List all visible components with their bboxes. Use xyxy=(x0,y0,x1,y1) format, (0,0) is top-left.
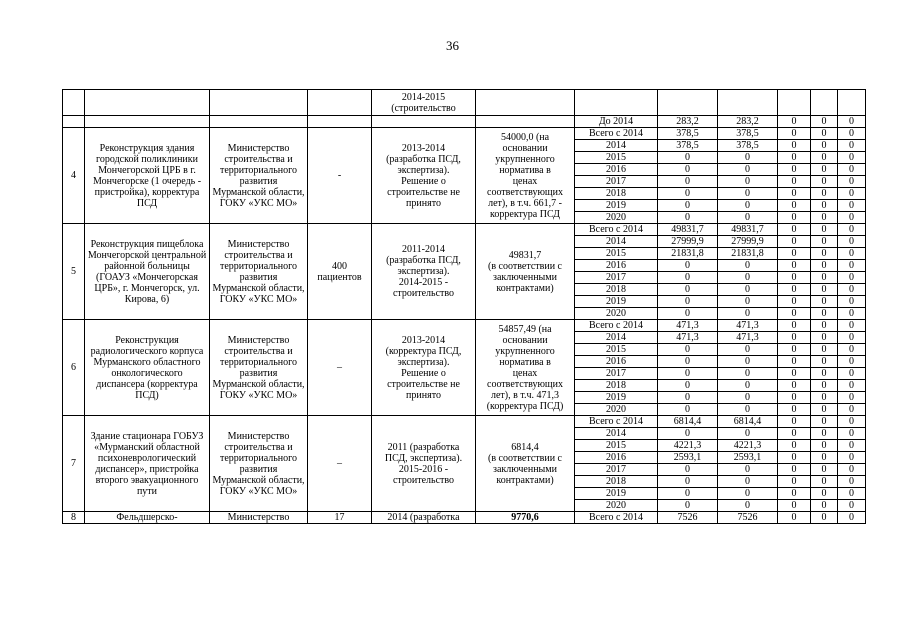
period-total-cell: 0 xyxy=(658,164,718,176)
customer-cell: Министерство строительства и территориального развития Мурманской области, ГОКУ «УКС МО» xyxy=(210,224,308,320)
period-value-cell: 0 xyxy=(838,128,866,140)
period-value-cell: 0 xyxy=(811,464,838,476)
period-year-cell: 2018 xyxy=(575,476,658,488)
period-year-cell: 2018 xyxy=(575,284,658,296)
period-value-cell: 0 xyxy=(811,404,838,416)
period-value-cell: 0 xyxy=(778,164,811,176)
period-year-cell: 2020 xyxy=(575,212,658,224)
capacity-cell: – xyxy=(308,320,372,416)
period-regional-cell: 0 xyxy=(718,392,778,404)
period-value-cell: 0 xyxy=(778,440,811,452)
period-value-cell: 0 xyxy=(811,488,838,500)
period-regional-cell: 0 xyxy=(718,176,778,188)
row-number-cell: 5 xyxy=(63,224,85,320)
period-total-cell: 378,5 xyxy=(658,128,718,140)
period-year-cell: 2017 xyxy=(575,464,658,476)
period-value-cell: 0 xyxy=(838,320,866,332)
period-value-cell: 0 xyxy=(778,212,811,224)
period-year-cell: 2015 xyxy=(575,440,658,452)
period-value-cell: 0 xyxy=(778,188,811,200)
period-value-cell: 0 xyxy=(811,152,838,164)
period-value-cell: 0 xyxy=(838,296,866,308)
customer-cell: Министерство строительства и территориального развития Мурманской области, ГОКУ «УКС МО» xyxy=(210,416,308,512)
period-value-cell: 0 xyxy=(778,320,811,332)
period-value-cell: 0 xyxy=(838,344,866,356)
object-name-cell: Здание стационара ГОБУЗ «Мурманский областной психоневрологический диспансер», пристройка второго эвакуационного пути xyxy=(85,416,210,512)
cost-cell: 6814,4 (в соответствии с заключенными контрактами) xyxy=(476,416,575,512)
period-regional-cell: 0 xyxy=(718,356,778,368)
period-regional-cell: 0 xyxy=(718,488,778,500)
period-value-cell: 0 xyxy=(838,164,866,176)
object-name-cell: Фельдшерско- xyxy=(85,512,210,524)
period-value-cell: 0 xyxy=(838,236,866,248)
period-value-cell: 0 xyxy=(811,296,838,308)
capacity-cell: - xyxy=(308,128,372,224)
period-total-cell: 0 xyxy=(658,260,718,272)
page-number: 36 xyxy=(446,38,459,53)
period-value-cell: 0 xyxy=(811,356,838,368)
period-regional-cell: 0 xyxy=(718,500,778,512)
period-value-cell: 0 xyxy=(778,368,811,380)
period-value-cell: 0 xyxy=(778,260,811,272)
period-value-cell: 0 xyxy=(838,176,866,188)
capacity-cell: 17 xyxy=(308,512,372,524)
period-total-cell: 0 xyxy=(658,152,718,164)
period-regional-cell: 471,3 xyxy=(718,332,778,344)
period-value-cell: 0 xyxy=(838,500,866,512)
period-value-cell: 0 xyxy=(811,272,838,284)
period-total-cell: 0 xyxy=(658,200,718,212)
period-year-cell: До 2014 xyxy=(575,116,658,128)
period-total-cell: 0 xyxy=(658,488,718,500)
period-value-cell: 0 xyxy=(838,140,866,152)
period-value-cell: 0 xyxy=(778,356,811,368)
period-value-cell: 0 xyxy=(778,452,811,464)
period-total-cell: 7526 xyxy=(658,512,718,524)
empty-cell xyxy=(85,116,210,128)
period-value-cell xyxy=(778,90,811,116)
period-value-cell: 0 xyxy=(838,416,866,428)
period-value-cell: 0 xyxy=(811,392,838,404)
period-total-cell: 0 xyxy=(658,212,718,224)
period-regional-cell: 0 xyxy=(718,200,778,212)
period-value-cell: 0 xyxy=(811,164,838,176)
period-regional-cell: 4221,3 xyxy=(718,440,778,452)
period-year-cell: 2015 xyxy=(575,152,658,164)
period-value-cell: 0 xyxy=(811,476,838,488)
stage-cell: 2013-2014 (корректура ПСД, экспертиза). Решение о строительстве не принято xyxy=(372,320,476,416)
period-value-cell: 0 xyxy=(811,512,838,524)
period-year-cell: 2014 xyxy=(575,236,658,248)
period-total-cell: 471,3 xyxy=(658,332,718,344)
period-value-cell: 0 xyxy=(838,332,866,344)
stage-cell: 2011-2014 (разработка ПСД, экспертиза). 2014-2015 - строительство xyxy=(372,224,476,320)
period-total-cell: 0 xyxy=(658,464,718,476)
period-value-cell: 0 xyxy=(778,392,811,404)
object-name-cell: Реконструкция здания городской поликлиники Мончегорской ЦРБ в г. Мончегорске (1 очередь - пристройка), корректура ПСД xyxy=(85,128,210,224)
stage-cell: 2013-2014 (разработка ПСД, экспертиза). Решение о строительстве не принято xyxy=(372,128,476,224)
row-number-cell: 6 xyxy=(63,320,85,416)
period-total-cell: 0 xyxy=(658,476,718,488)
period-value-cell: 0 xyxy=(838,368,866,380)
period-regional-cell: 471,3 xyxy=(718,320,778,332)
period-value-cell: 0 xyxy=(838,272,866,284)
period-value-cell: 0 xyxy=(811,224,838,236)
period-value-cell: 0 xyxy=(778,476,811,488)
period-value-cell: 0 xyxy=(838,284,866,296)
period-value-cell: 0 xyxy=(811,380,838,392)
period-year-cell: 2018 xyxy=(575,188,658,200)
object-name-cell: Реконструкция радиологического корпуса Мурманского областного онкологического диспансера (корректура ПСД) xyxy=(85,320,210,416)
period-year-cell: Всего с 2014 xyxy=(575,128,658,140)
period-value-cell: 0 xyxy=(838,428,866,440)
period-regional-cell: 7526 xyxy=(718,512,778,524)
stage-cell: 2011 (разработка ПСД, экспертиза). 2015-2016 - строительство xyxy=(372,416,476,512)
row-number-cell: 4 xyxy=(63,128,85,224)
period-year-cell: 2017 xyxy=(575,272,658,284)
period-regional-cell: 0 xyxy=(718,260,778,272)
cost-cell xyxy=(476,90,575,116)
period-year-cell: 2019 xyxy=(575,392,658,404)
period-year-cell: 2016 xyxy=(575,260,658,272)
period-total-cell: 6814,4 xyxy=(658,416,718,428)
period-total-cell: 4221,3 xyxy=(658,440,718,452)
period-total-cell: 0 xyxy=(658,392,718,404)
period-value-cell: 0 xyxy=(838,248,866,260)
period-value-cell: 0 xyxy=(838,380,866,392)
empty-cell xyxy=(308,116,372,128)
period-regional-cell: 0 xyxy=(718,152,778,164)
period-regional-cell: 49831,7 xyxy=(718,224,778,236)
period-total-cell: 0 xyxy=(658,404,718,416)
no-cell xyxy=(63,90,85,116)
period-value-cell: 0 xyxy=(811,116,838,128)
period-year-cell: 2016 xyxy=(575,164,658,176)
period-value-cell: 0 xyxy=(778,308,811,320)
cost-cell: 9770,6 xyxy=(476,512,575,524)
period-regional-cell: 0 xyxy=(718,476,778,488)
period-value-cell: 0 xyxy=(838,476,866,488)
period-value-cell: 0 xyxy=(778,200,811,212)
period-total-cell: 0 xyxy=(658,356,718,368)
period-year-cell: 2018 xyxy=(575,380,658,392)
customer-cell: Министерство xyxy=(210,512,308,524)
period-value-cell: 0 xyxy=(838,308,866,320)
period-value-cell: 0 xyxy=(778,152,811,164)
period-year-cell: 2019 xyxy=(575,200,658,212)
period-value-cell: 0 xyxy=(838,392,866,404)
period-value-cell: 0 xyxy=(778,236,811,248)
period-value-cell: 0 xyxy=(838,488,866,500)
capacity-cell xyxy=(308,90,372,116)
period-value-cell: 0 xyxy=(778,140,811,152)
period-regional-cell: 0 xyxy=(718,212,778,224)
period-year-cell: Всего с 2014 xyxy=(575,512,658,524)
period-year-cell: 2020 xyxy=(575,308,658,320)
period-year-cell: 2015 xyxy=(575,344,658,356)
period-value-cell: 0 xyxy=(811,140,838,152)
period-total-cell: 49831,7 xyxy=(658,224,718,236)
period-value-cell xyxy=(811,90,838,116)
period-value-cell: 0 xyxy=(778,500,811,512)
period-value-cell: 0 xyxy=(838,212,866,224)
period-year-cell: Всего с 2014 xyxy=(575,416,658,428)
period-year-cell: 2017 xyxy=(575,176,658,188)
table-row xyxy=(63,224,866,236)
period-regional-cell: 0 xyxy=(718,368,778,380)
period-regional-cell: 0 xyxy=(718,272,778,284)
period-value-cell: 0 xyxy=(778,344,811,356)
period-year-cell: Всего с 2014 xyxy=(575,320,658,332)
period-regional-cell: 0 xyxy=(718,428,778,440)
period-value-cell: 0 xyxy=(838,260,866,272)
period-year-cell: 2020 xyxy=(575,404,658,416)
period-value-cell: 0 xyxy=(811,284,838,296)
customer-cell xyxy=(210,90,308,116)
period-value-cell: 0 xyxy=(838,200,866,212)
period-value-cell: 0 xyxy=(811,416,838,428)
period-value-cell: 0 xyxy=(811,440,838,452)
row-number-cell: 8 xyxy=(63,512,85,524)
empty-cell xyxy=(476,116,575,128)
period-total-cell: 0 xyxy=(658,380,718,392)
period-year-cell: 2014 xyxy=(575,428,658,440)
period-value-cell: 0 xyxy=(778,248,811,260)
period-value-cell: 0 xyxy=(811,320,838,332)
period-value-cell: 0 xyxy=(778,488,811,500)
period-year-cell: 2017 xyxy=(575,368,658,380)
table-row xyxy=(63,128,866,140)
period-year-cell: 2014 xyxy=(575,140,658,152)
period-value-cell: 0 xyxy=(811,368,838,380)
period-regional-cell: 0 xyxy=(718,296,778,308)
period-year-cell: 2019 xyxy=(575,296,658,308)
capacity-cell: 400 пациентов xyxy=(308,224,372,320)
period-value-cell: 0 xyxy=(811,212,838,224)
period-year-cell: 2016 xyxy=(575,452,658,464)
period-value-cell: 0 xyxy=(811,188,838,200)
period-total-cell: 0 xyxy=(658,284,718,296)
period-value-cell: 0 xyxy=(778,464,811,476)
period-value-cell xyxy=(658,90,718,116)
period-regional-cell: 0 xyxy=(718,308,778,320)
period-regional-cell: 378,5 xyxy=(718,140,778,152)
cost-cell: 54000,0 (на основании укрупненного норматива в ценах соответствующих лет), в т.ч. 661,7 - корректура ПСД xyxy=(476,128,575,224)
period-value-cell xyxy=(838,90,866,116)
period-total-cell: 0 xyxy=(658,176,718,188)
period-year-cell: 2016 xyxy=(575,356,658,368)
period-value-cell: 0 xyxy=(778,128,811,140)
period-total-cell: 0 xyxy=(658,272,718,284)
period-value-cell: 0 xyxy=(811,248,838,260)
period-value-cell: 0 xyxy=(778,272,811,284)
period-total-cell: 0 xyxy=(658,296,718,308)
period-total-cell: 0 xyxy=(658,308,718,320)
period-value-cell: 0 xyxy=(778,116,811,128)
customer-cell: Министерство строительства и территориального развития Мурманской области, ГОКУ «УКС МО» xyxy=(210,128,308,224)
period-value-cell: 0 xyxy=(838,152,866,164)
period-total-cell: 27999,9 xyxy=(658,236,718,248)
stage-cell: 2014 (разработка xyxy=(372,512,476,524)
period-regional-cell: 0 xyxy=(718,284,778,296)
period-value-cell: 0 xyxy=(838,464,866,476)
period-total-cell: 0 xyxy=(658,428,718,440)
period-regional-cell: 21831,8 xyxy=(718,248,778,260)
period-total-cell: 0 xyxy=(658,344,718,356)
empty-cell xyxy=(63,116,85,128)
period-value-cell: 0 xyxy=(838,512,866,524)
period-value-cell: 0 xyxy=(811,332,838,344)
period-total-cell: 471,3 xyxy=(658,320,718,332)
empty-cell xyxy=(372,116,476,128)
period-value-cell xyxy=(718,90,778,116)
period-value-cell: 0 xyxy=(778,284,811,296)
period-value-cell: 0 xyxy=(838,452,866,464)
period-value-cell: 0 xyxy=(778,380,811,392)
period-value-cell: 0 xyxy=(811,260,838,272)
period-regional-cell: 0 xyxy=(718,164,778,176)
period-value-cell: 0 xyxy=(811,428,838,440)
period-regional-cell: 2593,1 xyxy=(718,452,778,464)
object-name-cell: Реконструкция пищеблока Мончегорской центральной районной больницы (ГОАУЗ «Мончегорская ЦРБ», г. Мончегорск, ул. Кирова, 6) xyxy=(85,224,210,320)
period-value-cell: 0 xyxy=(778,404,811,416)
period-year-cell: Всего с 2014 xyxy=(575,224,658,236)
table-row xyxy=(63,116,866,128)
period-total-cell: 378,5 xyxy=(658,140,718,152)
period-value-cell: 0 xyxy=(838,440,866,452)
period-regional-cell: 27999,9 xyxy=(718,236,778,248)
table-row xyxy=(63,416,866,428)
financing-table xyxy=(62,89,866,524)
period-value-cell: 0 xyxy=(811,128,838,140)
period-regional-cell: 283,2 xyxy=(718,116,778,128)
period-value-cell: 0 xyxy=(811,200,838,212)
period-total-cell: 283,2 xyxy=(658,116,718,128)
period-value-cell: 0 xyxy=(811,176,838,188)
table-row xyxy=(63,90,866,116)
period-value-cell: 0 xyxy=(811,452,838,464)
period-year-cell: 2019 xyxy=(575,488,658,500)
period-value-cell: 0 xyxy=(778,416,811,428)
period-regional-cell: 0 xyxy=(718,404,778,416)
period-value-cell: 0 xyxy=(838,224,866,236)
customer-cell: Министерство строительства и территориального развития Мурманской области, ГОКУ «УКС МО» xyxy=(210,320,308,416)
cost-cell: 54857,49 (на основании укрупненного норматива в ценах соответствующих лет), в т.ч. 471,3 (корректура ПСД) xyxy=(476,320,575,416)
object-cell xyxy=(85,90,210,116)
period-value-cell: 0 xyxy=(838,116,866,128)
period-value-cell: 0 xyxy=(778,428,811,440)
period-value-cell: 0 xyxy=(811,308,838,320)
period-value-cell: 0 xyxy=(778,296,811,308)
period-year-cell xyxy=(575,90,658,116)
period-total-cell: 0 xyxy=(658,500,718,512)
table-row xyxy=(63,320,866,332)
period-value-cell: 0 xyxy=(778,224,811,236)
capacity-cell: – xyxy=(308,416,372,512)
table-row xyxy=(63,512,866,524)
period-value-cell: 0 xyxy=(811,500,838,512)
period-value-cell: 0 xyxy=(838,404,866,416)
period-value-cell: 0 xyxy=(778,512,811,524)
period-regional-cell: 0 xyxy=(718,344,778,356)
period-regional-cell: 0 xyxy=(718,464,778,476)
period-total-cell: 2593,1 xyxy=(658,452,718,464)
period-regional-cell: 6814,4 xyxy=(718,416,778,428)
period-regional-cell: 0 xyxy=(718,380,778,392)
period-value-cell: 0 xyxy=(838,356,866,368)
period-total-cell: 21831,8 xyxy=(658,248,718,260)
period-regional-cell: 378,5 xyxy=(718,128,778,140)
period-value-cell: 0 xyxy=(811,236,838,248)
period-year-cell: 2015 xyxy=(575,248,658,260)
period-value-cell: 0 xyxy=(778,332,811,344)
period-total-cell: 0 xyxy=(658,368,718,380)
period-year-cell: 2020 xyxy=(575,500,658,512)
empty-cell xyxy=(210,116,308,128)
cost-cell: 49831,7 (в соответствии с заключенными контрактами) xyxy=(476,224,575,320)
period-total-cell: 0 xyxy=(658,188,718,200)
period-value-cell: 0 xyxy=(778,176,811,188)
period-year-cell: 2014 xyxy=(575,332,658,344)
stage-cell: 2014-2015 (строительство xyxy=(372,90,476,116)
row-number-cell: 7 xyxy=(63,416,85,512)
period-regional-cell: 0 xyxy=(718,188,778,200)
period-value-cell: 0 xyxy=(838,188,866,200)
period-value-cell: 0 xyxy=(811,344,838,356)
